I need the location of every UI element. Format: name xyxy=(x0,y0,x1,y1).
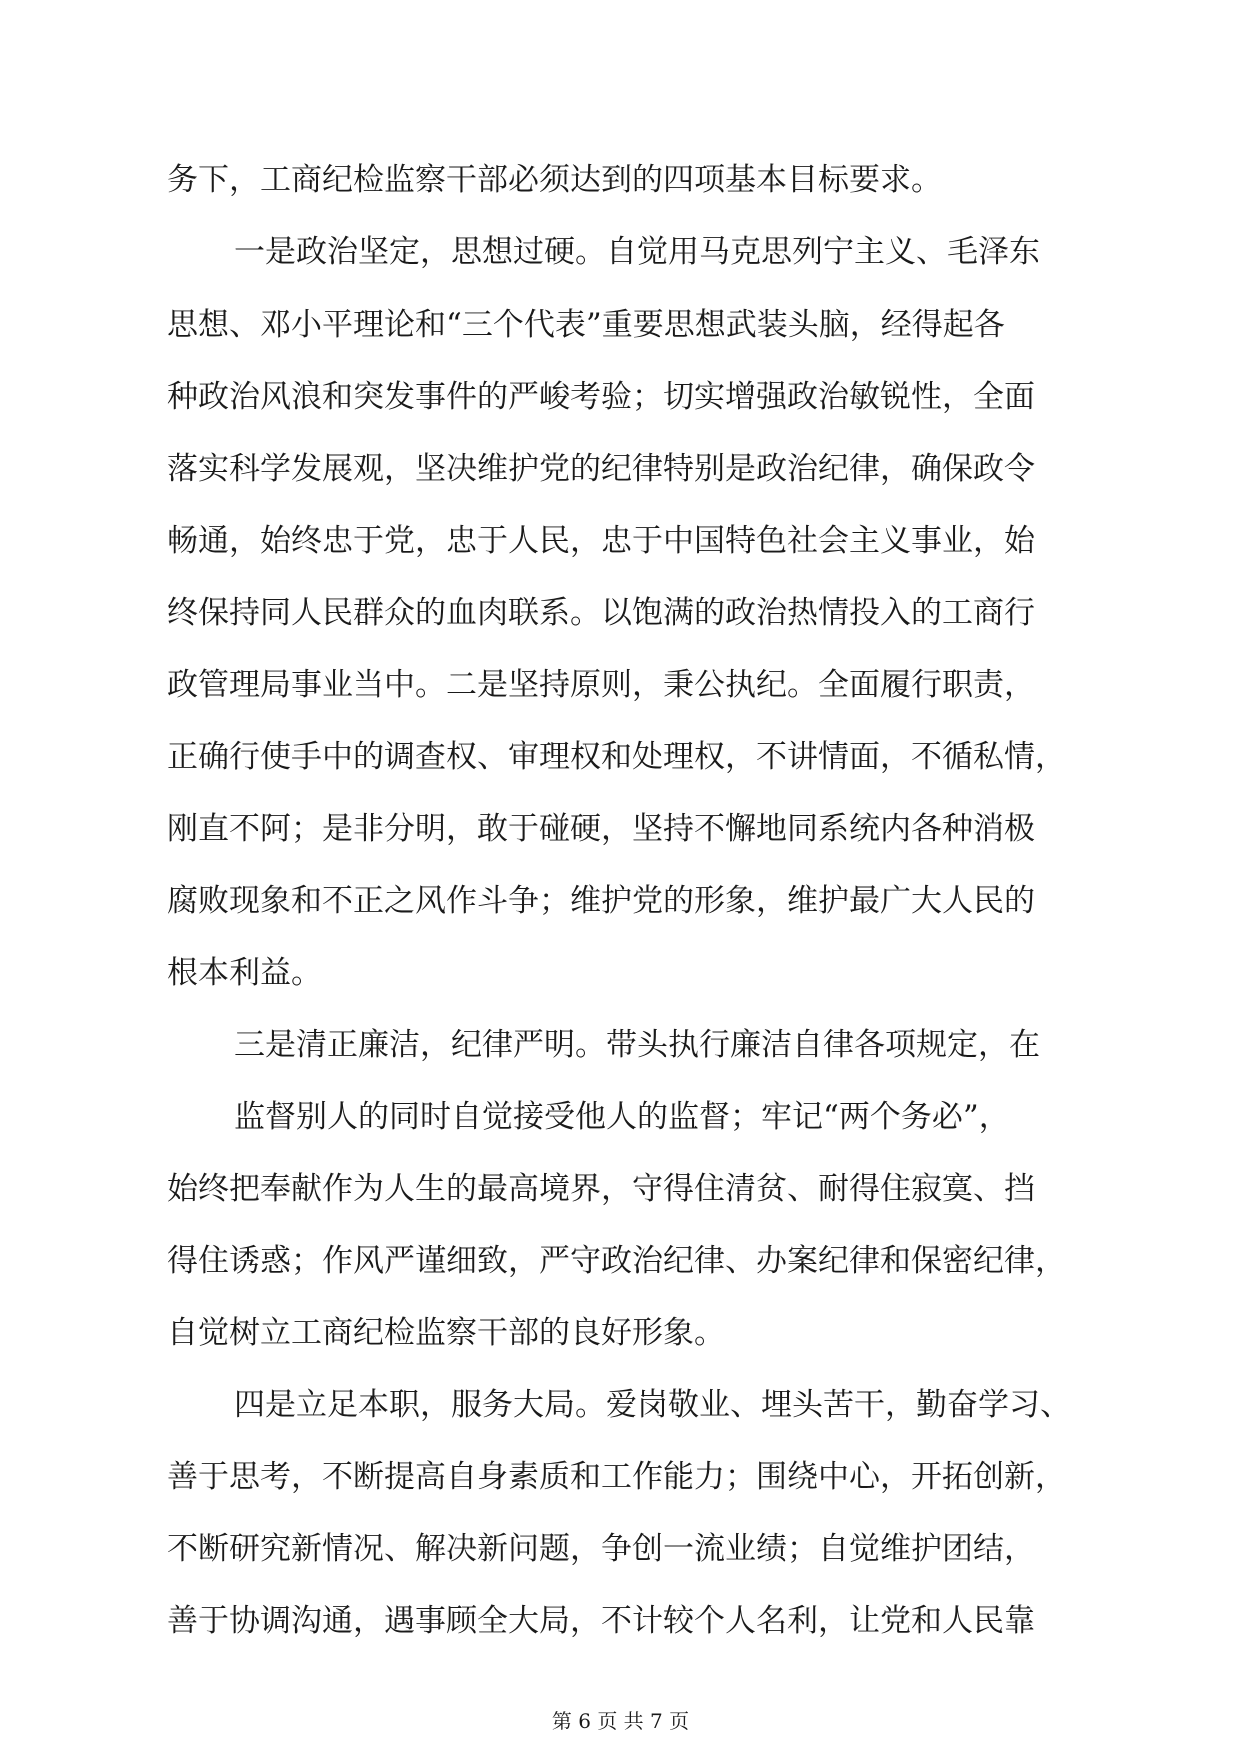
text-line: 一是政治坚定，思想过硬。自觉用马克思列宁主义、毛泽东 xyxy=(234,234,1040,270)
text-line: 腐败现象和不正之风作斗争；维护党的形象，维护最广大人民的 xyxy=(167,883,1035,919)
text-line: 四是立足本职，服务大局。爱岗敬业、埋头苦干，勤奋学习、 xyxy=(234,1387,1071,1423)
text-line: 正确行使手中的调查权、审理权和处理权，不讲情面，不循私情， xyxy=(167,739,1066,775)
text-line: 自觉树立工商纪检监察干部的良好形象。 xyxy=(167,1315,725,1351)
text-line: 得住诱惑；作风严谨细致，严守政治纪律、办案纪律和保密纪律， xyxy=(167,1243,1066,1279)
text-line: 不断研究新情况、解决新问题，争创一流业绩；自觉维护团结， xyxy=(167,1531,1035,1567)
page-footer: 第 6 页 共 7 页 xyxy=(551,1709,690,1733)
text-line: 善于思考，不断提高自身素质和工作能力；围绕中心，开拓创新， xyxy=(167,1459,1066,1495)
text-line: 终保持同人民群众的血肉联系。以饱满的政治热情投入的工商行 xyxy=(167,595,1035,631)
text-line: 三是清正廉洁，纪律严明。带头执行廉洁自律各项规定，在 xyxy=(234,1027,1040,1063)
text-line: 畅通，始终忠于党，忠于人民，忠于中国特色社会主义事业，始 xyxy=(167,523,1035,559)
text-line: 监督别人的同时自觉接受他人的监督；牢记“两个务必”， xyxy=(234,1099,1010,1135)
text-line: 根本利益。 xyxy=(167,955,322,991)
text-line: 种政治风浪和突发事件的严峻考验；切实增强政治敏锐性，全面 xyxy=(167,379,1035,415)
text-line: 始终把奉献作为人生的最高境界，守得住清贫、耐得住寂寞、挡 xyxy=(167,1171,1035,1207)
text-line: 思想、邓小平理论和“三个代表”重要思想武装头脑，经得起各 xyxy=(167,307,1005,343)
text-line: 政管理局事业当中。二是坚持原则，秉公执纪。全面履行职责， xyxy=(167,667,1035,703)
text-line: 刚直不阿；是非分明，敢于碰硬，坚持不懈地同系统内各种消极 xyxy=(167,811,1035,847)
text-line: 落实科学发展观，坚决维护党的纪律特别是政治纪律，确保政令 xyxy=(167,451,1035,487)
text-line: 善于协调沟通，遇事顾全大局，不计较个人名利，让党和人民靠 xyxy=(167,1603,1035,1639)
text-line: 务下，工商纪检监察干部必须达到的四项基本目标要求。 xyxy=(167,162,942,198)
